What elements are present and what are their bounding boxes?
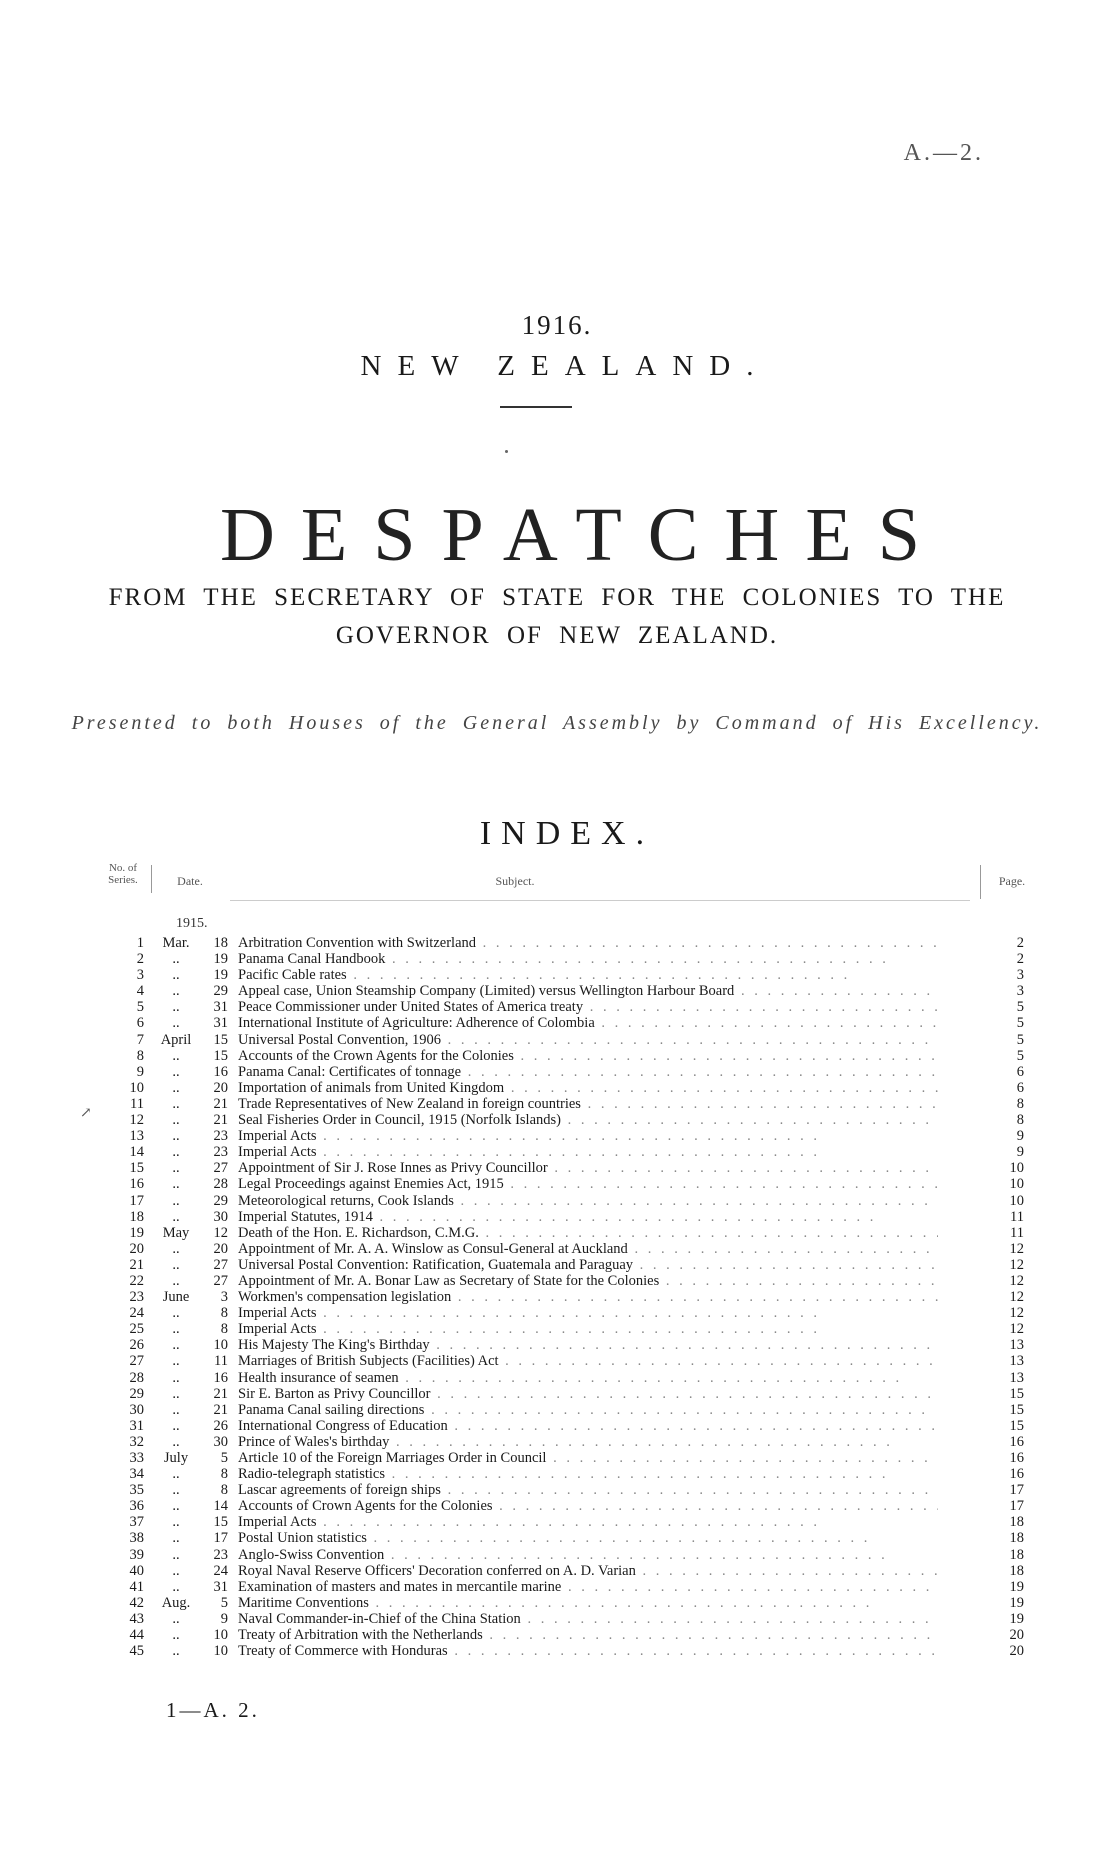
series-no: 18 [129, 1208, 144, 1225]
series-no: 28 [129, 1369, 144, 1386]
index-row [0, 1434, 1114, 1450]
entry-subject: Royal Naval Reserve Officers' Decoration conferred on A. D. Varian . . [238, 1563, 938, 1579]
series-no: 6 [136, 1015, 144, 1032]
entry-day: 15 [213, 1514, 228, 1531]
entry-page: 12 [1009, 1305, 1024, 1322]
entry-month: June [162, 1289, 190, 1306]
index-row [0, 1096, 1114, 1112]
entry-page: 16 [1009, 1433, 1024, 1450]
index-row [0, 1128, 1114, 1144]
entry-subject: Imperial Acts . . [238, 1128, 938, 1144]
entry-day: 30 [213, 1433, 228, 1450]
entry-day: 21 [213, 1401, 228, 1418]
entry-subject: Importation of animals from United Kingdom . . [238, 1080, 938, 1096]
entry-subject: Imperial Acts . . [238, 1514, 938, 1530]
entry-month: .. [172, 1482, 180, 1499]
entry-page: 11 [1010, 1224, 1024, 1241]
series-no: 15 [129, 1160, 144, 1177]
entry-month: .. [172, 1272, 180, 1289]
entry-month: .. [172, 1643, 180, 1660]
entry-subject: Legal Proceedings against Enemies Act, 1915 . . [238, 1176, 938, 1192]
entry-page: 17 [1009, 1498, 1024, 1515]
series-no: 8 [136, 1047, 144, 1064]
entry-day: 27 [213, 1272, 228, 1289]
entry-month: .. [172, 951, 180, 968]
series-no: 41 [129, 1578, 144, 1595]
entry-page: 9 [1016, 1144, 1024, 1161]
index-row [0, 1176, 1114, 1192]
entry-page: 3 [1016, 967, 1024, 984]
column-header-series-no: No. of Series. [108, 862, 138, 886]
entry-month: .. [172, 1112, 180, 1129]
entry-page: 6 [1016, 1079, 1024, 1096]
entry-page: 20 [1009, 1643, 1024, 1660]
index-row [0, 1547, 1114, 1563]
entry-month: .. [172, 1466, 180, 1483]
entry-month: .. [172, 1546, 180, 1563]
entry-page: 15 [1009, 1385, 1024, 1402]
entry-month: .. [172, 1256, 180, 1273]
series-no: 26 [129, 1337, 144, 1354]
series-no: 42 [129, 1594, 144, 1611]
entry-day: 10 [213, 1643, 228, 1660]
index-row [0, 1595, 1114, 1611]
entry-page: 8 [1016, 1095, 1024, 1112]
entry-day: 8 [220, 1321, 228, 1338]
index-row [0, 1032, 1114, 1048]
entry-page: 11 [1010, 1208, 1024, 1225]
entry-subject: Anglo-Swiss Convention . . [238, 1547, 938, 1563]
entry-month: .. [172, 1095, 180, 1112]
column-divider [151, 865, 152, 893]
entry-page: 8 [1016, 1112, 1024, 1129]
entry-page: 18 [1009, 1530, 1024, 1547]
presented-note: Presented to both Houses of the General Assembly by Command of His Excellency. [71, 712, 1043, 734]
entry-subject: Naval Commander-in-Chief of the China Station . . [238, 1611, 938, 1627]
entry-day: 19 [213, 967, 228, 984]
entry-subject: Seal Fisheries Order in Council, 1915 (Norfolk Islands) . . [238, 1112, 938, 1128]
index-row [0, 1514, 1114, 1530]
series-no: 17 [129, 1192, 144, 1209]
entry-day: 14 [213, 1498, 228, 1515]
entry-page: 12 [1009, 1321, 1024, 1338]
series-no: 9 [136, 1063, 144, 1080]
series-no: 5 [136, 999, 144, 1016]
index-title: INDEX. [479, 815, 655, 852]
series-no: 20 [129, 1240, 144, 1257]
entry-page: 2 [1016, 935, 1024, 951]
entry-subject: Postal Union statistics . . [238, 1530, 938, 1546]
entry-day: 21 [213, 1112, 228, 1129]
index-row [0, 1386, 1114, 1402]
entry-page: 16 [1009, 1450, 1024, 1466]
series-no: 45 [129, 1643, 144, 1660]
entry-subject: Workmen's compensation legislation . . [238, 1289, 938, 1305]
entry-day: 8 [220, 1482, 228, 1499]
entry-month: May [162, 1224, 190, 1241]
entry-month: .. [172, 1578, 180, 1595]
index-entries [0, 935, 1114, 1659]
entry-month: Mar. [162, 935, 190, 951]
entry-month: .. [172, 1128, 180, 1145]
entry-day: 12 [213, 1224, 228, 1241]
index-row [0, 1482, 1114, 1498]
series-no: 12 [129, 1112, 144, 1129]
index-row [0, 951, 1114, 967]
column-header-date: Date. [177, 874, 203, 888]
entry-day: 29 [213, 983, 228, 1000]
series-no: 35 [129, 1482, 144, 1499]
entry-page: 16 [1009, 1466, 1024, 1483]
entry-subject: Universal Postal Convention, 1906 . . [238, 1032, 938, 1048]
series-no: 10 [129, 1079, 144, 1096]
index-row [0, 1064, 1114, 1080]
entry-day: 10 [213, 1627, 228, 1644]
entry-subject: International Institute of Agriculture: Adherence of Colombia . . [238, 1015, 938, 1031]
column-header-subject: Subject. [495, 874, 535, 888]
entry-subject: Marriages of British Subjects (Facilities) Act . . [238, 1353, 938, 1369]
entry-day: 23 [213, 1144, 228, 1161]
entry-subject: Appointment of Mr. A. A. Winslow as Consul-General at Auckland . . [238, 1241, 938, 1257]
index-row [0, 1225, 1114, 1241]
series-no: 24 [129, 1305, 144, 1322]
index-row [0, 1144, 1114, 1160]
series-no: 29 [129, 1385, 144, 1402]
index-row [0, 1241, 1114, 1257]
entry-page: 15 [1009, 1417, 1024, 1434]
entry-day: 21 [213, 1385, 228, 1402]
entry-subject: Radio-telegraph statistics . . [238, 1466, 938, 1482]
entry-month: .. [172, 1562, 180, 1579]
entry-month: .. [172, 983, 180, 1000]
entry-subject: Pacific Cable rates . . [238, 967, 938, 983]
entry-day: 18 [213, 935, 228, 951]
index-row [0, 967, 1114, 983]
margin-mark: ↗ [80, 1106, 92, 1121]
entry-day: 11 [214, 1353, 228, 1370]
entry-page: 19 [1009, 1578, 1024, 1595]
index-row [0, 1530, 1114, 1546]
index-row [0, 1273, 1114, 1289]
entry-day: 21 [213, 1095, 228, 1112]
index-row [0, 1418, 1114, 1434]
entry-subject: Prince of Wales's birthday . . [238, 1434, 938, 1450]
series-no: 11 [130, 1095, 144, 1112]
entry-day: 27 [213, 1160, 228, 1177]
entry-month: .. [172, 1514, 180, 1531]
entry-subject: Imperial Acts . . [238, 1305, 938, 1321]
entry-month: .. [172, 1208, 180, 1225]
entry-day: 20 [213, 1079, 228, 1096]
entry-page: 19 [1009, 1610, 1024, 1627]
series-no: 27 [129, 1353, 144, 1370]
heading-divider [500, 406, 572, 408]
entry-day: 30 [213, 1208, 228, 1225]
entry-month: .. [172, 1530, 180, 1547]
entry-month: .. [172, 1176, 180, 1193]
series-no: 7 [136, 1031, 144, 1048]
index-row [0, 1112, 1114, 1128]
series-no: 30 [129, 1401, 144, 1418]
entry-subject: Peace Commissioner under United States of America treaty . . [238, 999, 938, 1015]
entry-page: 5 [1016, 1047, 1024, 1064]
entry-month: .. [172, 1321, 180, 1338]
index-row [0, 1643, 1114, 1659]
entry-subject: Universal Postal Convention: Ratification, Guatemala and Paraguay . . [238, 1257, 938, 1273]
index-row [0, 1257, 1114, 1273]
country-heading: NEW ZEALAND. [360, 350, 770, 382]
entry-day: 8 [220, 1466, 228, 1483]
entry-month: .. [172, 1385, 180, 1402]
index-row [0, 1563, 1114, 1579]
entry-day: 31 [213, 1578, 228, 1595]
entry-day: 5 [220, 1450, 228, 1466]
entry-subject: Imperial Statutes, 1914 . . [238, 1209, 938, 1225]
series-no: 23 [129, 1289, 144, 1306]
index-row [0, 1466, 1114, 1482]
entry-page: 13 [1009, 1353, 1024, 1370]
entry-day: 9 [220, 1610, 228, 1627]
entry-page: 19 [1009, 1594, 1024, 1611]
entry-day: 31 [213, 999, 228, 1016]
document-year: 1916. [521, 310, 593, 340]
entry-month: .. [172, 1192, 180, 1209]
entry-month: .. [172, 1063, 180, 1080]
entry-month: July [163, 1450, 189, 1466]
entry-page: 13 [1009, 1337, 1024, 1354]
index-row [0, 983, 1114, 999]
series-no: 34 [129, 1466, 144, 1483]
entry-month: .. [172, 1353, 180, 1370]
entry-day: 23 [213, 1546, 228, 1563]
page-signature: 1—A. 2. [166, 1698, 260, 1722]
index-row [0, 1579, 1114, 1595]
entry-day: 3 [220, 1289, 228, 1306]
series-no: 36 [129, 1498, 144, 1515]
series-no: 2 [136, 951, 144, 968]
entry-page: 6 [1016, 1063, 1024, 1080]
entry-subject: Meteorological returns, Cook Islands . . [238, 1193, 938, 1209]
series-no: 13 [129, 1128, 144, 1145]
entry-page: 18 [1009, 1546, 1024, 1563]
document-subtitle-line-2: GOVERNOR OF NEW ZEALAND. [335, 622, 779, 649]
index-row [0, 1337, 1114, 1353]
entry-subject: Trade Representatives of New Zealand in foreign countries . . [238, 1096, 938, 1112]
entry-page: 18 [1009, 1514, 1024, 1531]
index-row [0, 1498, 1114, 1514]
entry-day: 24 [213, 1562, 228, 1579]
entry-month: .. [172, 1240, 180, 1257]
series-no: 3 [136, 967, 144, 984]
entry-subject: Panama Canal: Certificates of tonnage . . [238, 1064, 938, 1080]
entry-month: April [160, 1031, 192, 1048]
entry-subject: Sir E. Barton as Privy Councillor . . [238, 1386, 938, 1402]
entry-day: 5 [220, 1594, 228, 1611]
index-row [0, 1450, 1114, 1466]
entry-subject: Examination of masters and mates in mercantile marine . . [238, 1579, 938, 1595]
entry-subject: International Congress of Education . . [238, 1418, 938, 1434]
index-row [0, 1015, 1114, 1031]
entry-page: 5 [1016, 1031, 1024, 1048]
entry-day: 15 [213, 1047, 228, 1064]
entry-month: .. [172, 1015, 180, 1032]
series-no: 21 [129, 1256, 144, 1273]
entry-day: 16 [213, 1063, 228, 1080]
entry-day: 17 [213, 1530, 228, 1547]
entry-day: 31 [213, 1015, 228, 1032]
entry-subject: Health insurance of seamen . . [238, 1370, 938, 1386]
index-row [0, 1627, 1114, 1643]
entry-day: 26 [213, 1417, 228, 1434]
series-no: 14 [129, 1144, 144, 1161]
entry-day: 20 [213, 1240, 228, 1257]
entry-month: .. [172, 1433, 180, 1450]
entry-page: 15 [1009, 1401, 1024, 1418]
series-no: 44 [129, 1627, 144, 1644]
entry-subject: Panama Canal sailing directions . . [238, 1402, 938, 1418]
entry-subject: Accounts of Crown Agents for the Colonies . . [238, 1498, 938, 1514]
series-no: 38 [129, 1530, 144, 1547]
entry-month: .. [172, 1610, 180, 1627]
series-no: 1 [136, 935, 144, 951]
series-no: 39 [129, 1546, 144, 1563]
index-row [0, 1305, 1114, 1321]
series-no: 37 [129, 1514, 144, 1531]
index-row [0, 1402, 1114, 1418]
index-row [0, 1321, 1114, 1337]
series-no: 25 [129, 1321, 144, 1338]
entry-day: 16 [213, 1369, 228, 1386]
entry-subject: Appointment of Mr. A. Bonar Law as Secretary of State for the Colonies . . [238, 1273, 938, 1289]
index-row [0, 1289, 1114, 1305]
entry-subject: Treaty of Arbitration with the Netherlands . . [238, 1627, 938, 1643]
entry-day: 28 [213, 1176, 228, 1193]
print-speck [505, 450, 508, 453]
entry-subject: Accounts of the Crown Agents for the Colonies . . [238, 1048, 938, 1064]
entry-subject: Arbitration Convention with Switzerland . . [238, 935, 938, 951]
entry-month: .. [172, 1401, 180, 1418]
entry-page: 10 [1009, 1160, 1024, 1177]
header-rule [230, 900, 970, 901]
entry-page: 5 [1016, 1015, 1024, 1032]
series-no: 32 [129, 1433, 144, 1450]
entry-page: 10 [1009, 1192, 1024, 1209]
index-row [0, 1080, 1114, 1096]
index-row [0, 1353, 1114, 1369]
entry-month: .. [172, 1627, 180, 1644]
entry-page: 13 [1009, 1369, 1024, 1386]
entry-month: .. [172, 1417, 180, 1434]
entry-page: 3 [1016, 983, 1024, 1000]
entry-month: .. [172, 1337, 180, 1354]
entry-subject: Imperial Acts . . [238, 1321, 938, 1337]
entry-subject: Death of the Hon. E. Richardson, C.M.G. . . [238, 1225, 938, 1241]
series-no: 33 [129, 1450, 144, 1466]
entry-day: 10 [213, 1337, 228, 1354]
entry-day: 15 [213, 1031, 228, 1048]
entry-month: .. [172, 1498, 180, 1515]
index-row [0, 1370, 1114, 1386]
entry-subject: Imperial Acts . . [238, 1144, 938, 1160]
entry-month: Aug. [161, 1594, 191, 1611]
entry-page: 12 [1009, 1240, 1024, 1257]
entry-page: 18 [1009, 1562, 1024, 1579]
series-no: 40 [129, 1562, 144, 1579]
entry-day: 29 [213, 1192, 228, 1209]
entry-day: 27 [213, 1256, 228, 1273]
entry-page: 20 [1009, 1627, 1024, 1644]
entry-month: .. [172, 1047, 180, 1064]
entry-page: 10 [1009, 1176, 1024, 1193]
entry-subject: Appointment of Sir J. Rose Innes as Privy Councillor . . [238, 1160, 938, 1176]
index-row [0, 1209, 1114, 1225]
column-header-page: Page. [998, 874, 1026, 888]
column-divider [980, 865, 981, 899]
series-no: 4 [136, 983, 144, 1000]
entry-subject: Appeal case, Union Steamship Company (Limited) versus Wellington Harbour Board . . [238, 983, 938, 999]
document-reference: A.—2. [903, 140, 984, 166]
entry-subject: Treaty of Commerce with Honduras . . [238, 1643, 938, 1659]
index-row [0, 1193, 1114, 1209]
entry-month: .. [172, 1079, 180, 1096]
entry-day: 19 [213, 951, 228, 968]
index-row [0, 1048, 1114, 1064]
entry-day: 23 [213, 1128, 228, 1145]
document-subtitle-line-1: FROM THE SECRETARY OF STATE FOR THE COLONIES TO THE [108, 584, 1006, 611]
entry-month: .. [172, 999, 180, 1016]
series-no: 43 [129, 1610, 144, 1627]
entry-page: 2 [1016, 951, 1024, 968]
series-no: 22 [129, 1272, 144, 1289]
entry-subject: Maritime Conventions . . [238, 1595, 938, 1611]
entry-page: 9 [1016, 1128, 1024, 1145]
entry-month: .. [172, 1144, 180, 1161]
document-title: DESPATCHES [219, 493, 947, 577]
index-row [0, 935, 1114, 951]
entry-month: .. [172, 1305, 180, 1322]
series-no: 19 [129, 1224, 144, 1241]
series-no: 16 [129, 1176, 144, 1193]
entry-month: .. [172, 967, 180, 984]
entry-page: 17 [1009, 1482, 1024, 1499]
entry-subject: Lascar agreements of foreign ships . . [238, 1482, 938, 1498]
index-year-label: 1915. [176, 916, 208, 931]
entry-page: 12 [1009, 1289, 1024, 1306]
entry-subject: His Majesty The King's Birthday . . [238, 1337, 938, 1353]
entry-subject: Panama Canal Handbook . . [238, 951, 938, 967]
index-row [0, 999, 1114, 1015]
index-row [0, 1160, 1114, 1176]
index-row [0, 1611, 1114, 1627]
entry-month: .. [172, 1160, 180, 1177]
entry-month: .. [172, 1369, 180, 1386]
entry-subject: Article 10 of the Foreign Marriages Order in Council . . [238, 1450, 938, 1466]
entry-day: 8 [220, 1305, 228, 1322]
series-no: 31 [129, 1417, 144, 1434]
entry-page: 12 [1009, 1256, 1024, 1273]
entry-page: 5 [1016, 999, 1024, 1016]
entry-page: 12 [1009, 1272, 1024, 1289]
